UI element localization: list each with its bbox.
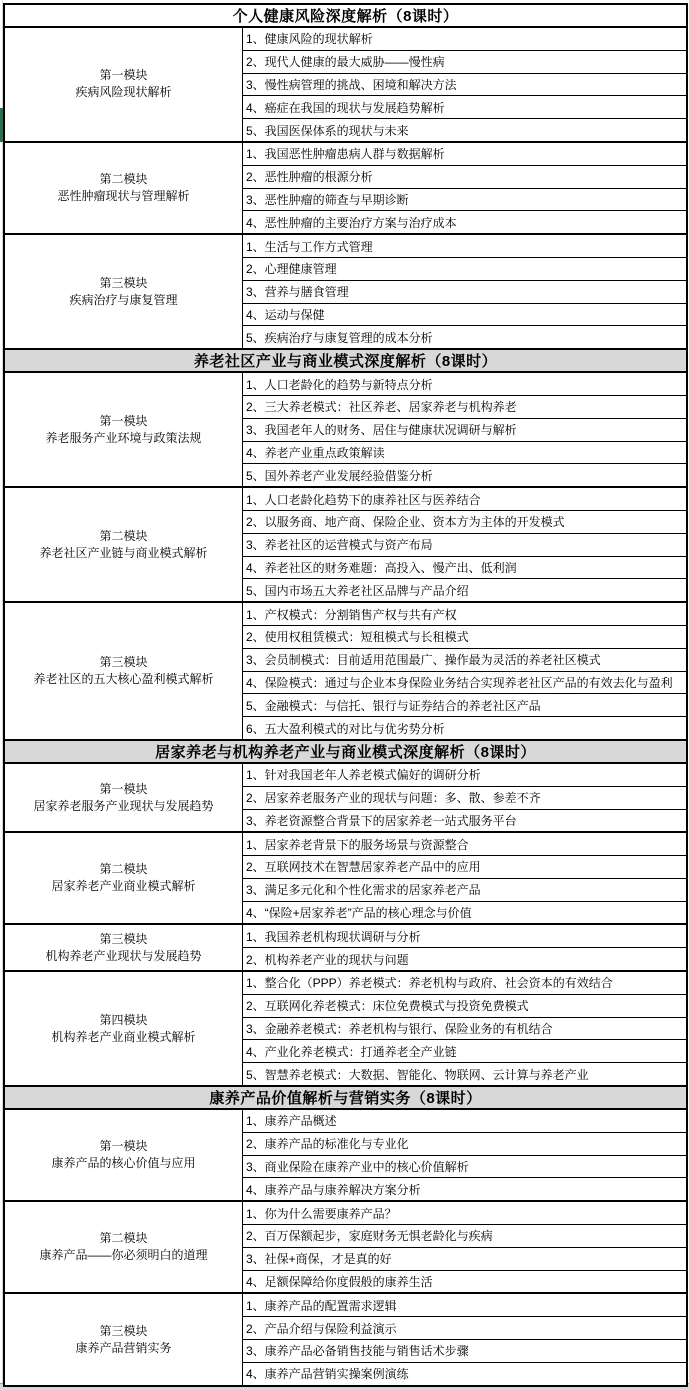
item-text: 2、以服务商、地产商、保险企业、资本方为主体的开发模式 bbox=[246, 515, 565, 530]
item-text: 5、国内市场五大养老社区品牌与产品介绍 bbox=[246, 583, 469, 598]
item-cell[interactable] bbox=[243, 557, 686, 580]
module-items-column bbox=[243, 1202, 686, 1292]
item-text: 5、疾病治疗与康复管理的成本分析 bbox=[246, 330, 433, 345]
module-name: 养老社区产业链与商业模式解析 bbox=[39, 545, 208, 560]
item-cell[interactable] bbox=[243, 833, 686, 856]
item-text: 5、我国医保体系的现状与未来 bbox=[246, 123, 409, 138]
module-name: 恶性肿瘤现状与管理解析 bbox=[57, 189, 190, 204]
module-items-column bbox=[243, 603, 686, 739]
item-cell[interactable] bbox=[243, 1063, 686, 1085]
module-name: 养老服务产业环境与政策法规 bbox=[45, 430, 202, 445]
item-cell[interactable] bbox=[243, 96, 686, 119]
module-label: 第三模块 bbox=[99, 1323, 148, 1338]
item-text: 2、心理健康管理 bbox=[246, 262, 337, 277]
module-cell[interactable] bbox=[5, 972, 243, 1085]
item-text: 1、康养产品概述 bbox=[246, 1114, 337, 1129]
module-name: 康养产品——你必须明白的道理 bbox=[39, 1248, 208, 1263]
module-label: 第三模块 bbox=[99, 655, 148, 670]
module-label: 第一模块 bbox=[99, 1139, 148, 1154]
module-row bbox=[5, 764, 686, 833]
item-text: 3、慢性病管理的挑战、困境和解决方法 bbox=[246, 77, 457, 92]
item-cell[interactable] bbox=[243, 1018, 686, 1041]
item-text: 2、产品介绍与保险利益演示 bbox=[246, 1321, 397, 1336]
item-text: 3、康养产品必备销售技能与销售话术步骤 bbox=[246, 1344, 469, 1359]
section-2-header-cell[interactable] bbox=[5, 348, 686, 373]
item-cell[interactable] bbox=[243, 235, 686, 258]
item-text: 1、健康风险的现状解析 bbox=[246, 32, 373, 47]
section-1 bbox=[5, 5, 686, 348]
module-label: 第二模块 bbox=[99, 528, 148, 543]
item-cell[interactable] bbox=[243, 1340, 686, 1363]
item-cell[interactable] bbox=[243, 764, 686, 787]
item-text: 2、居家养老服务产业的现状与问题：多、散、参差不齐 bbox=[246, 791, 541, 806]
module-label: 第三模块 bbox=[99, 931, 148, 946]
module-cell[interactable] bbox=[5, 373, 243, 486]
module-label: 第一模块 bbox=[99, 781, 148, 796]
item-text: 4、癌症在我国的现状与发展趋势解析 bbox=[246, 100, 445, 115]
item-cell[interactable] bbox=[243, 1178, 686, 1200]
module-row bbox=[5, 1294, 686, 1384]
item-cell[interactable] bbox=[243, 1202, 686, 1225]
item-text: 3、养老社区的运营模式与资产布局 bbox=[246, 538, 433, 553]
item-text: 2、康养产品的标准化与专业化 bbox=[246, 1137, 409, 1152]
item-cell[interactable] bbox=[243, 1110, 686, 1133]
item-text: 1、生活与工作方式管理 bbox=[246, 239, 373, 254]
item-cell[interactable] bbox=[243, 373, 686, 396]
item-cell[interactable] bbox=[243, 1248, 686, 1271]
item-cell[interactable] bbox=[243, 856, 686, 879]
item-cell[interactable] bbox=[243, 1294, 686, 1317]
item-cell[interactable] bbox=[243, 1225, 686, 1248]
module-cell[interactable] bbox=[5, 488, 243, 601]
module-name: 康养产品的核心价值与应用 bbox=[51, 1156, 196, 1171]
module-items-column bbox=[243, 833, 686, 923]
item-cell[interactable] bbox=[243, 119, 686, 141]
module-name: 疾病治疗与康复管理 bbox=[69, 292, 178, 307]
item-text: 2、机构养老产业的现状与问题 bbox=[246, 952, 409, 967]
item-cell[interactable] bbox=[243, 717, 686, 739]
module-items-column bbox=[243, 373, 686, 486]
item-text: 1、产权模式：分割销售产权与共有产权 bbox=[246, 607, 457, 622]
item-cell[interactable] bbox=[243, 603, 686, 626]
section-3 bbox=[5, 739, 686, 1085]
item-text: 3、恶性肿瘤的筛查与早期诊断 bbox=[246, 192, 409, 207]
module-row bbox=[5, 28, 686, 143]
item-text: 1、整合化（PPP）养老模式：养老机构与政府、社会资本的有效结合 bbox=[246, 976, 613, 991]
item-text: 3、商业保险在康养产业中的核心价值解析 bbox=[246, 1160, 469, 1175]
item-text: 4、恶性肿瘤的主要治疗方案与治疗成本 bbox=[246, 215, 457, 230]
module-name: 康养产品营销实务 bbox=[75, 1340, 172, 1355]
module-name: 居家养老服务产业现状与发展趋势 bbox=[33, 798, 214, 813]
module-cell[interactable] bbox=[5, 764, 243, 831]
item-cell[interactable] bbox=[243, 189, 686, 212]
module-row bbox=[5, 1202, 686, 1294]
item-cell[interactable] bbox=[243, 419, 686, 442]
item-cell[interactable] bbox=[243, 626, 686, 649]
item-text: 4、养老社区的财务难题：高投入、慢产出、低利润 bbox=[246, 560, 517, 575]
section-title: 居家养老与机构养老产业与商业模式深度解析（8课时） bbox=[155, 743, 536, 761]
item-cell[interactable] bbox=[243, 879, 686, 902]
item-cell[interactable] bbox=[243, 1156, 686, 1179]
section-4 bbox=[5, 1085, 686, 1385]
section-2 bbox=[5, 348, 686, 739]
item-cell[interactable] bbox=[243, 787, 686, 810]
item-cell[interactable] bbox=[243, 488, 686, 511]
module-items-column bbox=[243, 488, 686, 601]
item-text: 2、互联网化养老模式：床位免费模式与投资免费模式 bbox=[246, 999, 529, 1014]
section-4-header-cell[interactable] bbox=[5, 1085, 686, 1110]
item-cell[interactable] bbox=[243, 902, 686, 924]
item-cell[interactable] bbox=[243, 1363, 686, 1385]
item-cell[interactable] bbox=[243, 694, 686, 717]
item-text: 3、养老资源整合背景下的居家养老一站式服务平台 bbox=[246, 813, 517, 828]
section-title: 康养产品价值解析与营销实务（8课时） bbox=[209, 1090, 482, 1108]
item-text: 5、国外养老产业发展经验借鉴分析 bbox=[246, 468, 433, 483]
module-name: 养老社区的五大核心盈利模式解析 bbox=[33, 672, 214, 687]
item-text: 2、百万保额起步，家庭财务无惧老龄化与疾病 bbox=[246, 1229, 493, 1244]
item-cell[interactable] bbox=[243, 925, 686, 948]
item-cell[interactable] bbox=[243, 74, 686, 97]
item-text: 5、智慧养老模式：大数据、智能化、物联网、云计算与养老产业 bbox=[246, 1067, 589, 1082]
item-text: 4、运动与保健 bbox=[246, 307, 325, 322]
module-items-column bbox=[243, 28, 686, 141]
item-text: 1、康养产品的配置需求逻辑 bbox=[246, 1298, 397, 1313]
item-cell[interactable] bbox=[243, 972, 686, 995]
item-cell[interactable] bbox=[243, 534, 686, 557]
module-name: 机构养老产业商业模式解析 bbox=[51, 1029, 196, 1044]
item-text: 3、满足多元化和个性化需求的居家养老产品 bbox=[246, 883, 481, 898]
section-3-header-cell[interactable] bbox=[5, 739, 686, 764]
module-label: 第一模块 bbox=[99, 68, 148, 83]
item-cell[interactable] bbox=[243, 649, 686, 672]
item-text: 5、金融模式：与信托、银行与证券结合的养老社区产品 bbox=[246, 698, 541, 713]
item-text: 3、营养与膳食管理 bbox=[246, 285, 349, 300]
item-text: 4、足额保障给你度假般的康养生活 bbox=[246, 1275, 433, 1290]
item-cell[interactable] bbox=[243, 211, 686, 233]
item-cell[interactable] bbox=[243, 326, 686, 348]
item-cell[interactable] bbox=[243, 579, 686, 601]
item-text: 3、社保+商保，才是真的好 bbox=[246, 1252, 392, 1267]
item-text: 2、恶性肿瘤的根源分析 bbox=[246, 170, 373, 185]
module-label: 第二模块 bbox=[99, 1231, 148, 1246]
item-text: 4、“保险+居家养老”产品的核心理念与价值 bbox=[246, 906, 472, 921]
module-cell[interactable] bbox=[5, 603, 243, 739]
item-text: 1、我国恶性肿瘤患病人群与数据解析 bbox=[246, 147, 445, 162]
section-1-header-cell[interactable] bbox=[5, 5, 686, 28]
item-cell[interactable] bbox=[243, 1040, 686, 1063]
module-row bbox=[5, 603, 686, 739]
module-cell[interactable] bbox=[5, 925, 243, 970]
item-text: 1、针对我国老年人养老模式偏好的调研分析 bbox=[246, 768, 481, 783]
item-cell[interactable] bbox=[243, 442, 686, 465]
module-items-column bbox=[243, 1110, 686, 1200]
item-cell[interactable] bbox=[243, 396, 686, 419]
item-cell[interactable] bbox=[243, 1133, 686, 1156]
module-label: 第二模块 bbox=[99, 172, 148, 187]
module-name: 疾病风险现状解析 bbox=[75, 85, 172, 100]
item-text: 4、康养产品与康养解决方案分析 bbox=[246, 1182, 421, 1197]
module-row bbox=[5, 1110, 686, 1202]
item-cell[interactable] bbox=[243, 1317, 686, 1340]
item-cell[interactable] bbox=[243, 258, 686, 281]
item-cell[interactable] bbox=[243, 511, 686, 534]
module-row bbox=[5, 833, 686, 925]
module-label: 第三模块 bbox=[99, 275, 148, 290]
item-text: 2、三大养老模式：社区养老、居家养老与机构养老 bbox=[246, 400, 517, 415]
module-cell[interactable] bbox=[5, 143, 243, 233]
item-text: 2、使用权租赁模式：短租模式与长租模式 bbox=[246, 630, 469, 645]
module-items-column bbox=[243, 235, 686, 348]
item-cell[interactable] bbox=[243, 51, 686, 74]
item-text: 1、我国养老机构现状调研与分析 bbox=[246, 929, 421, 944]
module-cell[interactable] bbox=[5, 833, 243, 923]
item-cell[interactable] bbox=[243, 995, 686, 1018]
module-cell[interactable] bbox=[5, 1202, 243, 1292]
item-text: 4、保险模式：通过与企业本身保险业务结合实现养老社区产品的有效去化与盈利 bbox=[246, 675, 673, 690]
module-row bbox=[5, 925, 686, 972]
item-text: 3、我国老年人的财务、居住与健康状况调研与解析 bbox=[246, 423, 517, 438]
item-cell[interactable] bbox=[243, 143, 686, 166]
module-items-column bbox=[243, 1294, 686, 1384]
green-selection-marker bbox=[0, 108, 3, 142]
item-cell[interactable] bbox=[243, 464, 686, 486]
item-cell[interactable] bbox=[243, 281, 686, 304]
item-text: 1、你为什么需要康养产品？ bbox=[246, 1206, 397, 1221]
item-text: 2、现代人健康的最大威胁——慢性病 bbox=[246, 55, 445, 70]
item-text: 1、居家养老背景下的服务场景与资源整合 bbox=[246, 837, 469, 852]
item-cell[interactable] bbox=[243, 948, 686, 970]
module-items-column bbox=[243, 143, 686, 233]
item-text: 1、人口老龄化的趋势与新特点分析 bbox=[246, 377, 433, 392]
course-table bbox=[3, 3, 688, 1387]
module-row bbox=[5, 143, 686, 235]
module-cell[interactable] bbox=[5, 235, 243, 348]
item-cell[interactable] bbox=[243, 672, 686, 695]
module-items-column bbox=[243, 925, 686, 970]
item-text: 4、康养产品营销实操案例演练 bbox=[246, 1367, 409, 1382]
item-text: 6、五大盈利模式的对比与优劣势分析 bbox=[246, 721, 445, 736]
item-text: 3、金融养老模式：养老机构与银行、保险业务的有机结合 bbox=[246, 1022, 553, 1037]
module-row bbox=[5, 235, 686, 348]
item-text: 4、养老产业重点政策解读 bbox=[246, 445, 385, 460]
module-label: 第四模块 bbox=[99, 1012, 148, 1027]
item-text: 4、产业化养老模式：打通养老全产业链 bbox=[246, 1044, 457, 1059]
item-cell[interactable] bbox=[243, 304, 686, 327]
item-text: 1、人口老龄化趋势下的康养社区与医养结合 bbox=[246, 492, 481, 507]
module-name: 机构养老产业现状与发展趋势 bbox=[45, 948, 202, 963]
item-cell[interactable] bbox=[243, 166, 686, 189]
item-text: 3、会员制模式：目前适用范围最广、操作最为灵活的养老社区模式 bbox=[246, 653, 601, 668]
module-cell[interactable] bbox=[5, 28, 243, 141]
module-cell[interactable] bbox=[5, 1294, 243, 1384]
module-name: 居家养老产业商业模式解析 bbox=[51, 879, 196, 894]
module-cell[interactable] bbox=[5, 1110, 243, 1200]
module-label: 第二模块 bbox=[99, 862, 148, 877]
module-row bbox=[5, 373, 686, 488]
section-title: 个人健康风险深度解析（8课时） bbox=[232, 8, 459, 25]
module-items-column bbox=[243, 764, 686, 831]
module-label: 第一模块 bbox=[99, 413, 148, 428]
section-title: 养老社区产业与商业模式深度解析（8课时） bbox=[193, 353, 498, 371]
item-cell[interactable] bbox=[243, 810, 686, 832]
item-cell[interactable] bbox=[243, 28, 686, 51]
module-items-column bbox=[243, 972, 686, 1085]
item-text: 2、互联网技术在智慧居家养老产品中的应用 bbox=[246, 860, 481, 875]
module-row bbox=[5, 972, 686, 1085]
item-cell[interactable] bbox=[243, 1271, 686, 1293]
module-row bbox=[5, 488, 686, 603]
